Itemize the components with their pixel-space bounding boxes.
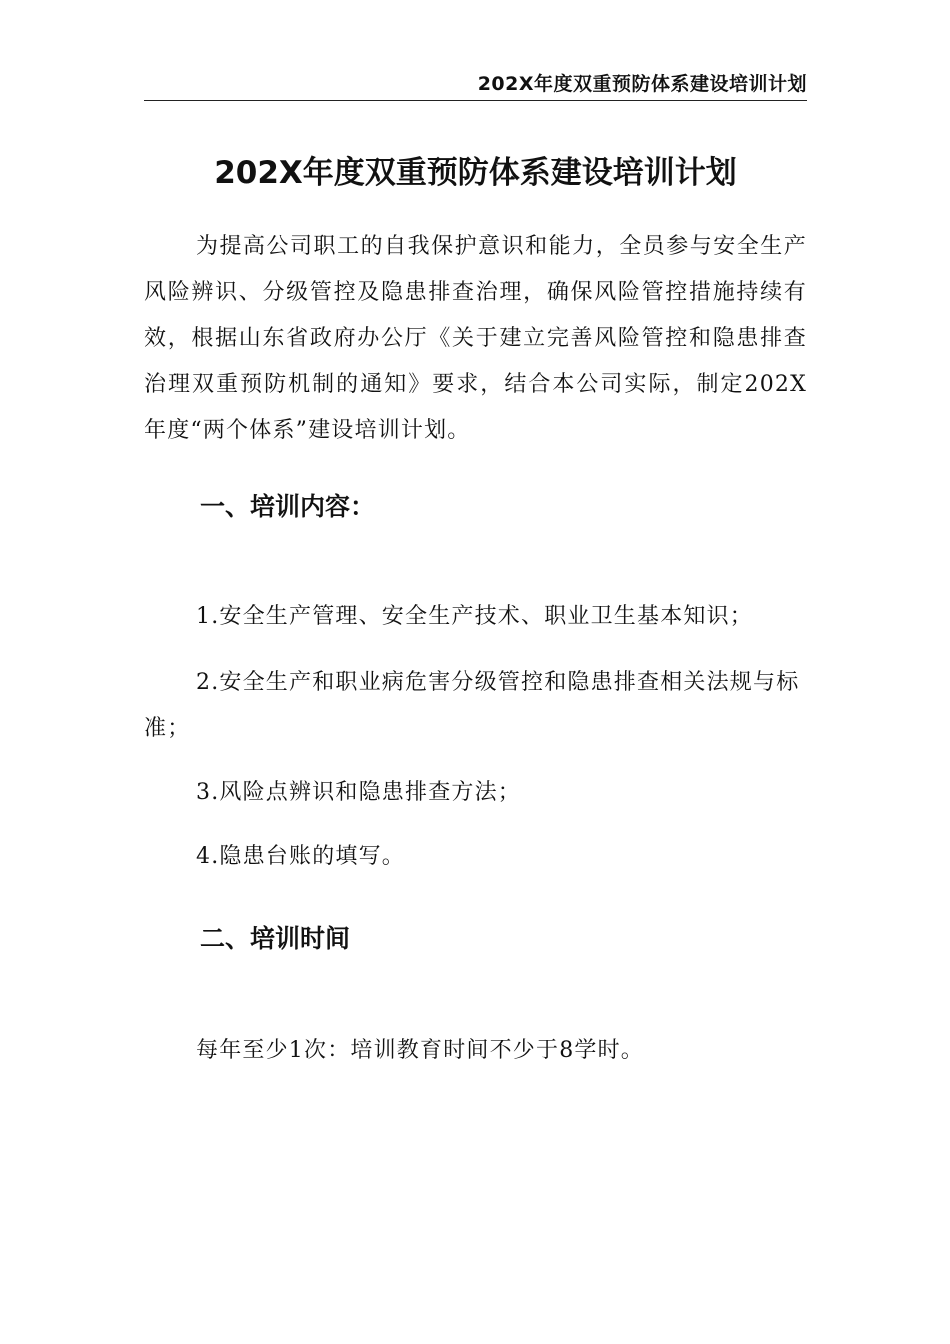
training-content-item-1: 1.安全生产管理、安全生产技术、职业卫生基本知识； bbox=[196, 604, 753, 629]
training-content-item-2: 2.安全生产和职业病危害分级管控和隐患排查相关法规与标准； bbox=[144, 670, 800, 741]
training-content-item-4: 4.隐患台账的填写。 bbox=[196, 844, 405, 869]
running-title: 202X年度双重预防体系建设培训计划 bbox=[477, 73, 807, 95]
training-content-item-3: 3.风险点辨识和隐患排查方法； bbox=[196, 780, 521, 805]
document-title: 202X年度双重预防体系建设培训计划 bbox=[214, 155, 737, 191]
section-heading-training-time: 二、培训时间 bbox=[200, 924, 351, 953]
page-header bbox=[144, 70, 807, 101]
intro-paragraph: 为提高公司职工的自我保护意识和能力，全员参与安全生产风险辨识、分级管控及隐患排查治理，确保风险管控措施持续有效，根据山东省政府办公厅《关于建立完善风险管控和隐患排查治理双重预防机制的通知》要求，结合本公司实际，制定202X年度“两个体系”建设培训计划。 bbox=[144, 234, 807, 443]
training-time-item-1: 每年至少1次：培训教育时间不少于8学时。 bbox=[196, 1038, 644, 1063]
section-heading-training-content: 一、培训内容： bbox=[200, 492, 376, 521]
